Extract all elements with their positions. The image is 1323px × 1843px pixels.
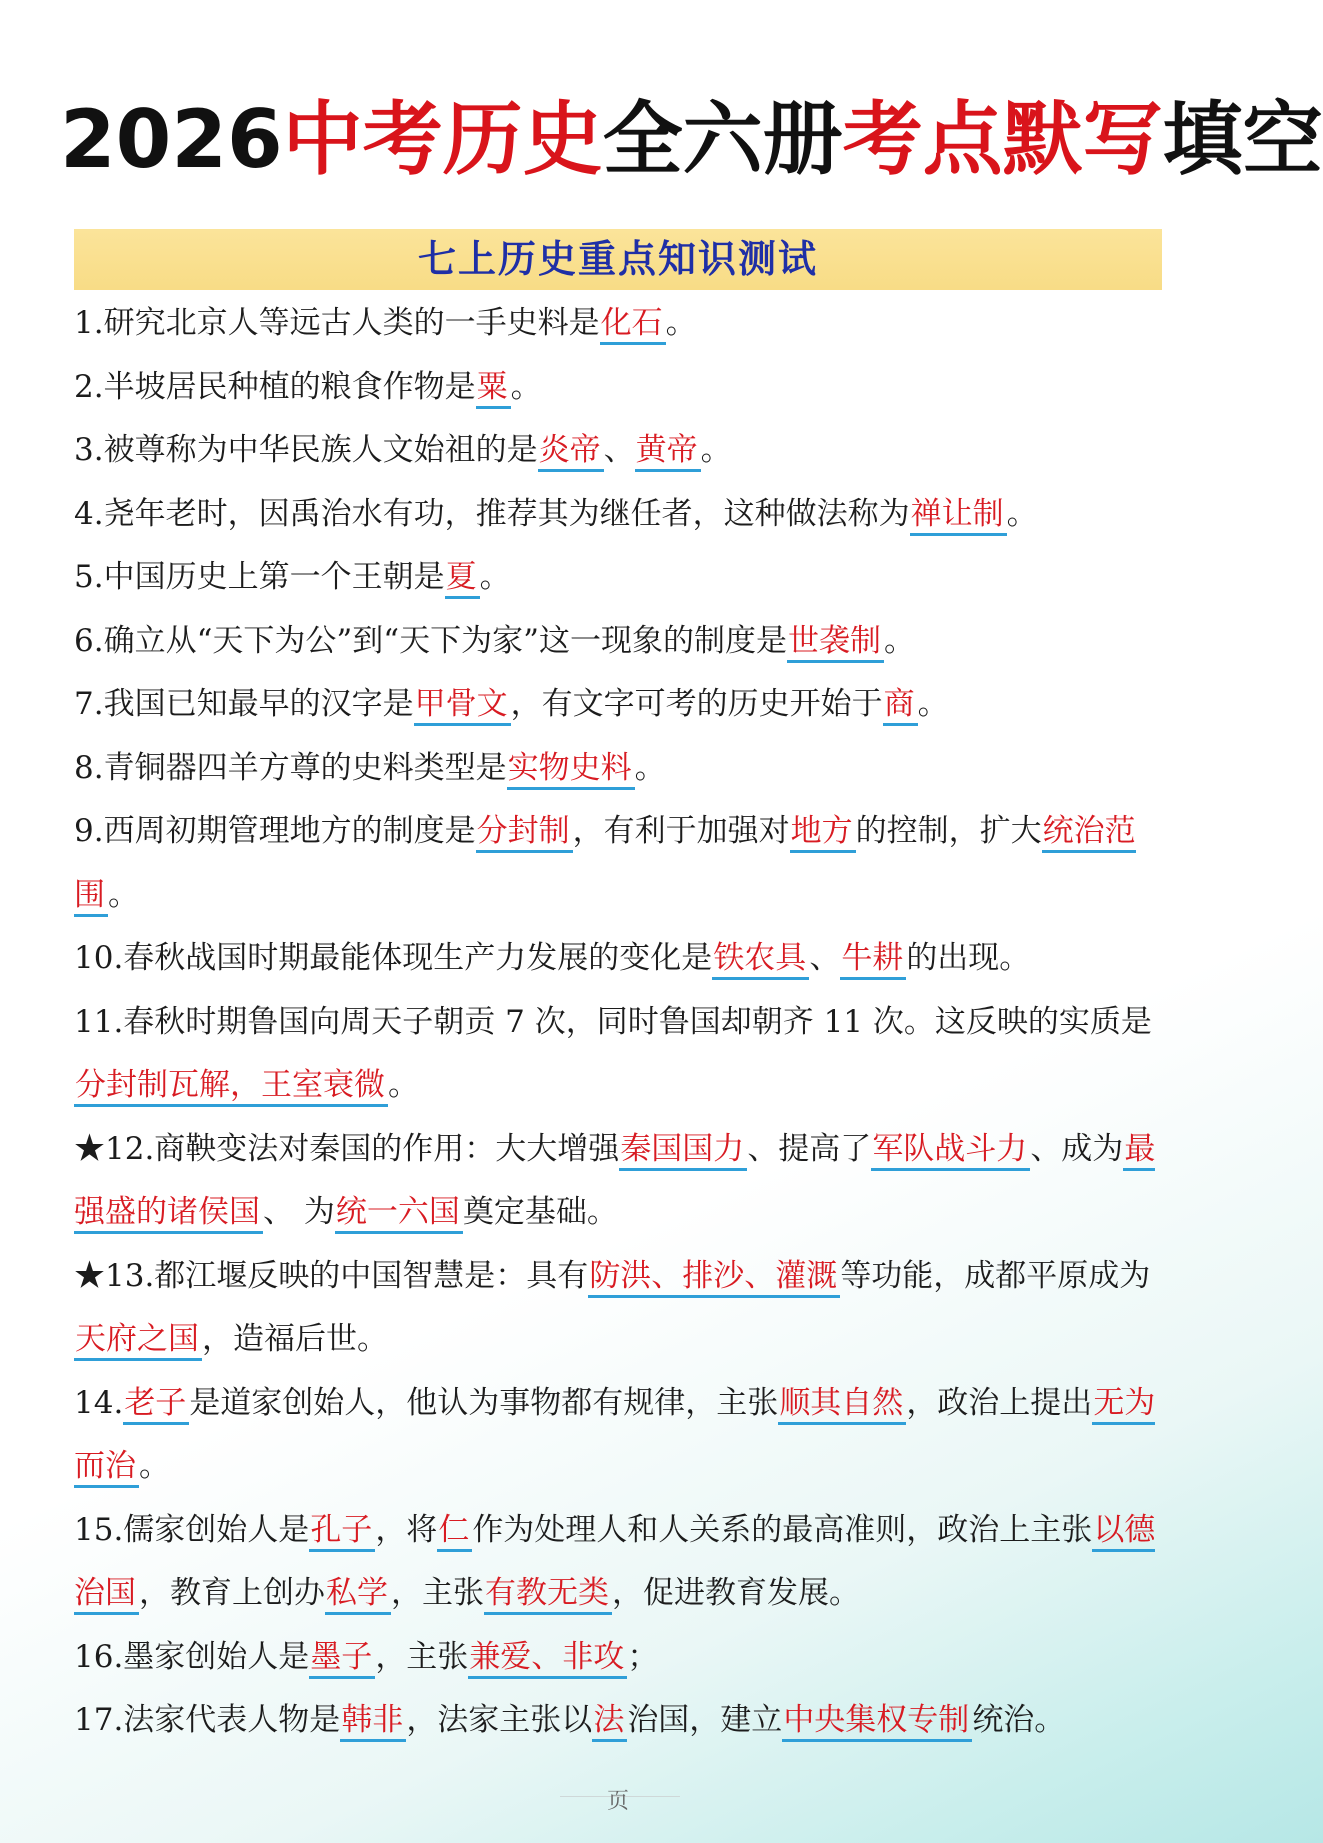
answer-blank: 法 [592, 1702, 627, 1742]
question-text: 。 [388, 1067, 419, 1103]
answer-blank: 分封制瓦解，王室衰微 [74, 1067, 388, 1107]
question-text: 。 [665, 305, 697, 341]
question-text: ，有文字可考的历史开始于 [510, 686, 883, 722]
question-text: 15.儒家创始人是 [74, 1511, 310, 1548]
question-text: 。 [1006, 495, 1038, 532]
answer-blank: 禅让制 [910, 496, 1007, 536]
question-text: ，主张 [391, 1575, 484, 1611]
title-part-2: 全六册 [602, 93, 843, 186]
question-text: 。 [917, 686, 949, 722]
question-11 [74, 991, 1174, 1118]
page-footer: 页 [606, 1789, 629, 1814]
question-text: 奠定基础。 [462, 1194, 618, 1230]
question-text: ，教育上创办 [139, 1575, 325, 1611]
answer-blank: 实物史料 [507, 750, 635, 790]
question-text: 。 [634, 749, 666, 786]
title-part-3: 考点默写 [842, 93, 1163, 186]
question-text: ，法家主张以 [406, 1702, 593, 1738]
question-text: ，主张 [375, 1638, 469, 1675]
answer-blank: 牛耕 [840, 940, 906, 980]
answer-blank: 防洪、排沙、灌溉 [588, 1258, 840, 1298]
question-text: 4.尧年老时，因禹治水有功，推荐其为继任者，这种做法称为 [74, 495, 910, 532]
question-2 [74, 356, 1174, 420]
question-15 [74, 1499, 1174, 1626]
question-17 [74, 1689, 1174, 1753]
question-3 [74, 419, 1174, 483]
question-text: 。 [510, 368, 542, 405]
question-text: ★13.都江堰反映的中国智慧是：具有 [74, 1257, 589, 1294]
answer-blank: 以德治国 [74, 1512, 1155, 1616]
question-text: 。 [139, 1448, 170, 1484]
answer-blank: 孔子 [309, 1512, 375, 1552]
question-16 [74, 1626, 1174, 1690]
question-7 [74, 673, 1174, 737]
question-text: 6.确立从“天下为公”到“天下为家”这一现象的制度是 [74, 622, 787, 659]
question-text: 是道家创始人，他认为事物都有规律，主张 [189, 1384, 779, 1421]
answer-blank: 粟 [476, 369, 511, 409]
question-text: ； [627, 1638, 659, 1675]
question-text: 11.春秋时期鲁国向周天子朝贡 7 次，同时鲁国却朝齐 11 次。这反映的实质是 [74, 1003, 1152, 1040]
question-text: ，政治上提出 [906, 1384, 1093, 1421]
question-text: 。 [479, 559, 511, 595]
page-title [60, 92, 1323, 188]
answer-blank: 甲骨文 [414, 686, 511, 726]
answer-blank: 军队战斗力 [871, 1131, 1030, 1171]
answer-blank: 顺其自然 [778, 1385, 906, 1425]
question-text: 治国，建立 [627, 1702, 783, 1738]
question-text: 统治。 [972, 1702, 1066, 1738]
answer-blank: 天府之国 [74, 1321, 202, 1361]
answer-blank: 夏 [445, 559, 480, 599]
answer-blank: 统一六国 [335, 1194, 463, 1234]
answer-blank: 墨子 [309, 1639, 375, 1679]
answer-blank: 分封制 [476, 813, 573, 853]
answer-blank: 兼爱、非攻 [468, 1639, 627, 1679]
answer-blank: 韩非 [340, 1702, 406, 1742]
question-5 [74, 546, 1174, 610]
question-text: 。 [108, 876, 139, 913]
title-part-4: 填空 [1162, 93, 1323, 186]
question-text: 1.研究北京人等远古人类的一手史料是 [74, 305, 600, 341]
question-text: 等功能，成都平原成为 [840, 1257, 1151, 1294]
answer-blank: 地方 [790, 813, 856, 853]
answer-blank: 私学 [325, 1575, 391, 1615]
question-9 [74, 800, 1174, 927]
title-part-1: 中考历史 [282, 93, 603, 186]
question-text: 10.春秋战国时期最能体现生产力发展的变化是 [74, 940, 713, 976]
title-year: 2026 [60, 93, 283, 186]
answer-blank: 老子 [123, 1385, 189, 1425]
question-1 [74, 292, 1174, 356]
question-4 [74, 483, 1174, 547]
answer-blank: 化石 [600, 305, 666, 345]
question-text: 17.法家代表人物是 [74, 1702, 341, 1738]
question-text: 7.我国已知最早的汉字是 [74, 686, 414, 722]
question-13 [74, 1245, 1174, 1372]
answer-blank: 统治范围 [74, 813, 1136, 917]
question-list [74, 292, 1174, 1753]
question-text: 的出现。 [906, 940, 1031, 976]
question-text: ，促进教育发展。 [612, 1575, 860, 1611]
question-text: 2.半坡居民种植的粮食作物是 [74, 368, 476, 405]
question-text: 14. [74, 1384, 124, 1421]
answer-blank: 最强盛的诸侯国 [74, 1131, 1155, 1235]
question-text: 的控制，扩大 [855, 813, 1042, 849]
question-text: ，将 [375, 1511, 438, 1548]
answer-blank: 中央集权专制 [782, 1702, 972, 1742]
question-text: 、 [809, 940, 841, 976]
question-text: ，造福后世。 [202, 1321, 388, 1357]
question-text: 。 [700, 432, 732, 468]
answer-blank: 炎帝 [538, 432, 604, 472]
section-header: 七上历史重点知识测试 [74, 229, 1162, 290]
question-text: 作为处理人和人关系的最高准则，政治上主张 [472, 1511, 1093, 1548]
question-14 [74, 1372, 1174, 1499]
question-text: ，有利于加强对 [572, 813, 790, 849]
question-text: 3.被尊称为中华民族人文始祖的是 [74, 432, 538, 468]
question-text: 、成为 [1030, 1130, 1124, 1167]
question-text: 9.西周初期管理地方的制度是 [74, 813, 476, 849]
question-text: 、 [603, 432, 635, 468]
answer-blank: 无为而治 [74, 1385, 1155, 1489]
answer-blank: 有教无类 [484, 1575, 612, 1615]
question-text: 、 为 [263, 1194, 335, 1230]
answer-blank: 商 [883, 686, 918, 726]
question-12 [74, 1118, 1174, 1245]
question-8 [74, 737, 1174, 801]
answer-blank: 世袭制 [787, 623, 884, 663]
answer-blank: 仁 [437, 1512, 472, 1552]
answer-blank: 秦国国力 [619, 1131, 747, 1171]
question-text: 5.中国历史上第一个王朝是 [74, 559, 445, 595]
question-text: ★12.商鞅变法对秦国的作用：大大增强 [74, 1130, 620, 1167]
question-6 [74, 610, 1174, 674]
question-text: 8.青铜器四羊方尊的史料类型是 [74, 749, 507, 786]
question-text: 16.墨家创始人是 [74, 1638, 310, 1675]
question-text: 。 [883, 622, 915, 659]
question-text: 、提高了 [747, 1130, 872, 1167]
answer-blank: 铁农具 [712, 940, 809, 980]
answer-blank: 黄帝 [635, 432, 701, 472]
question-10 [74, 927, 1174, 991]
